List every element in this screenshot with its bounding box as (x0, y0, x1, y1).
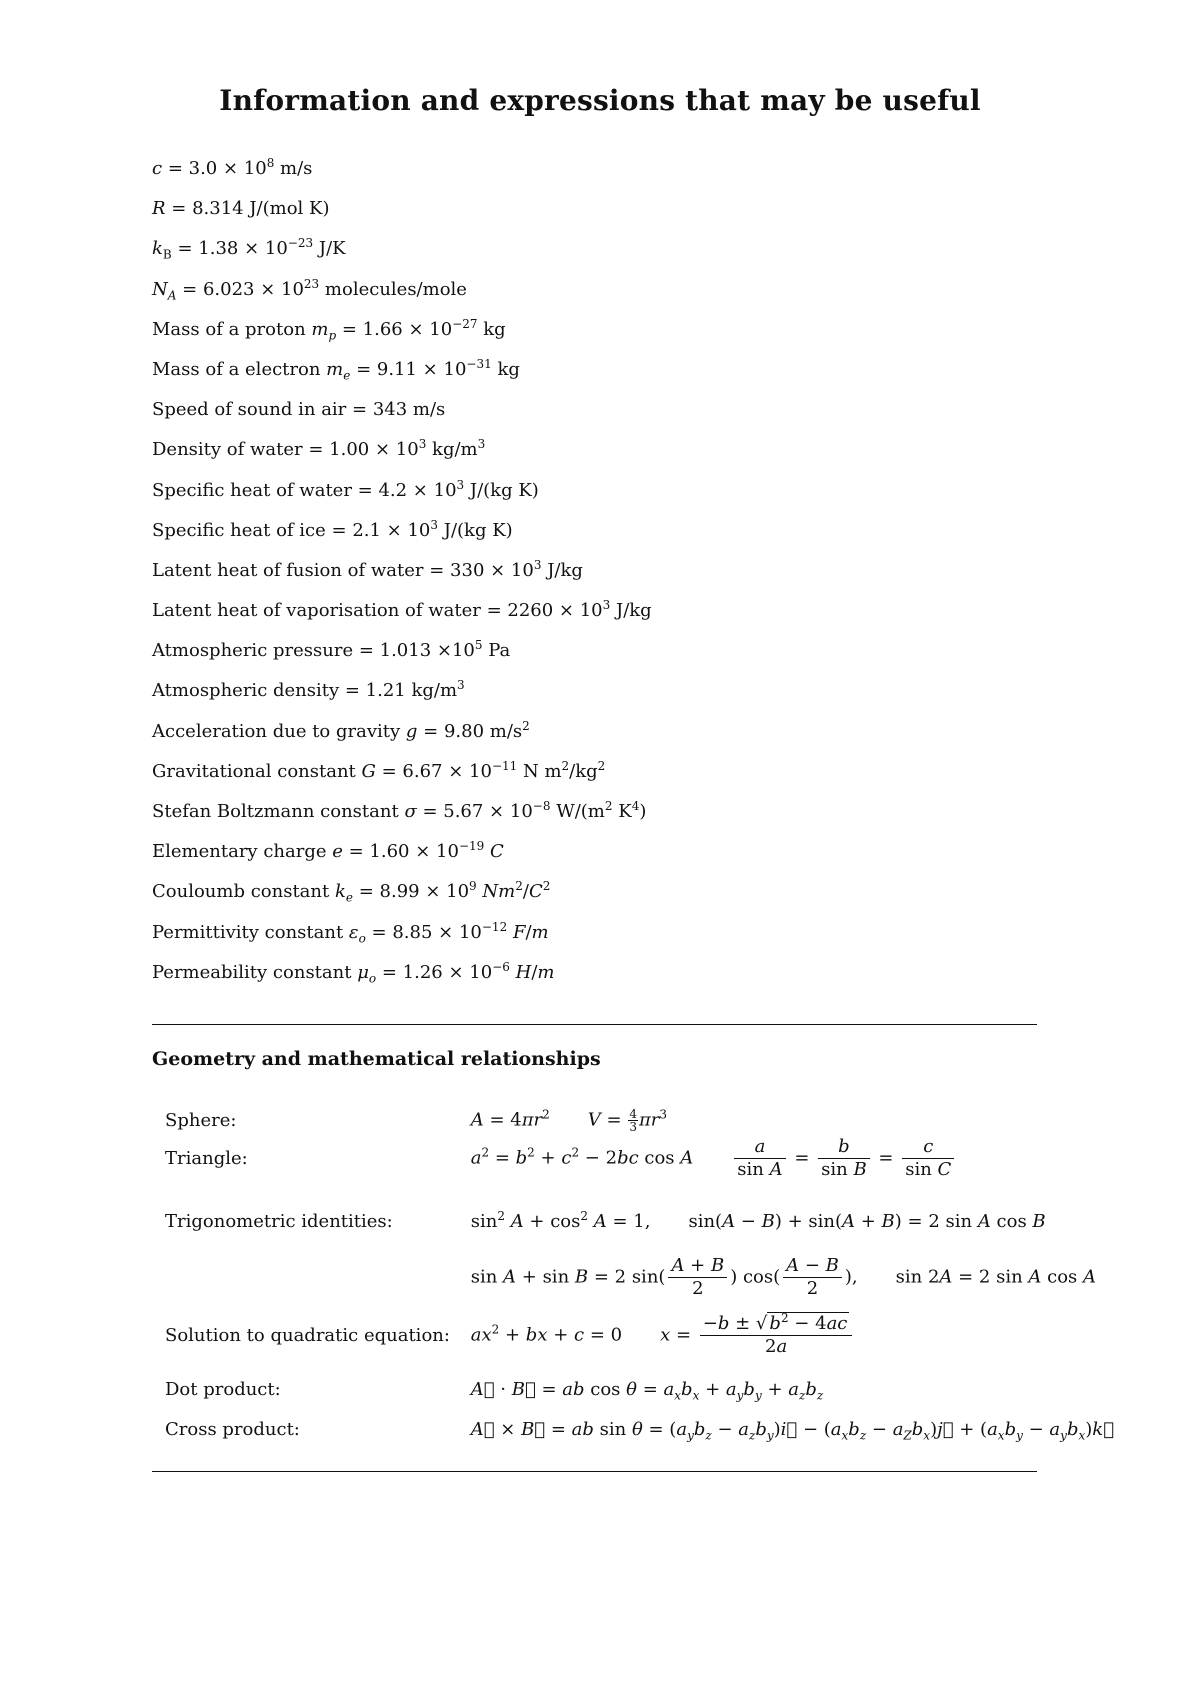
constant-boltzmann: $k_B = 1.38 \times 10^{-23}$ J/K (152, 236, 346, 262)
constant-gas-constant: R = 8.314 J/(mol K) (152, 198, 330, 220)
sphere-formulas: $A = 4\pi r^2$ V = $\frac{4}{3}$ $\pi r^3$ (470, 1107, 668, 1134)
constant-ice-specific-heat: Specific heat of ice = $2.1 \times 10^3$ J/(kg K) (152, 517, 513, 541)
cross-product-formula: A⃗ × B⃗ = ab $\sin \theta = (a_yb_z$ − $a_zb_y)i⃗ - (a_xb_z$ − $a_Zb_x)j⃗ + (a_xb_y$ − $a_yb_x)k⃗$ (470, 1418, 1114, 1443)
constant-speed-of-light: $c = 3.0 \times 10^8$ m/s (152, 156, 313, 179)
page-title: Information and expressions that may be useful (219, 84, 981, 117)
trig-label: Trigonometric identities: (165, 1210, 393, 1232)
constant-coulomb: Couloumb constant $k_e = 8.99 \times 10^9$ $Nm^2/C^2$ (152, 879, 551, 905)
formula-row-triangle (165, 1136, 957, 1181)
constant-water-density: Density of water = $1.00 \times 10^3$ $kg/m^3$ (152, 437, 486, 461)
formula-row-trig (165, 1210, 1046, 1232)
formula-row-trig-2 (165, 1255, 1096, 1300)
section-divider-top (152, 1024, 1037, 1025)
constant-gravity: Acceleration due to gravity g = 9.80 $m/s^2$ (152, 718, 530, 742)
formula-row-quadratic (165, 1313, 855, 1358)
constant-permeability: Permeability constant $\mu_o = 1.26 \times 10^{-6}$ H/m (152, 959, 555, 986)
trig-identities: $\sin^2 A + \cos^2 A = 1$, sin(A − B) + sin(A + B) = 2 sin A cos B (470, 1208, 1046, 1232)
dot-label: Dot product: (165, 1378, 281, 1400)
constant-elementary-charge: Elementary charge $e = 1.60 \times 10^{-19}$ C (152, 839, 504, 863)
sphere-label: Sphere: (165, 1110, 237, 1131)
constant-atmospheric-density: Atmospheric density = 1.21 $kg/m^3$ (152, 678, 465, 702)
constant-electron-mass: Mass of a electron $m_e = 9.11 \times 10^{-31}$ kg (152, 356, 520, 383)
formula-row-cross (165, 1418, 1114, 1443)
constant-speed-of-sound: Speed of sound in air = 343 m/s (152, 399, 446, 421)
constant-latent-vaporisation: Latent heat of vaporisation of water = $2260 \times 10^3$ J/kg (152, 598, 652, 622)
constant-atmospheric-pressure: Atmospheric pressure = $1.013 \times 10^5$ Pa (152, 638, 511, 662)
quadratic-formulas: $ax^2$ + bx + c = 0 x = $\frac{-b \pm √ b^2 - 4ac}{2a}$ (471, 1313, 856, 1358)
constants-list (152, 158, 652, 1002)
constant-latent-fusion: Latent heat of fusion of water = $330 \times 10^3$ J/kg (152, 557, 583, 581)
triangle-label: Triangle: (165, 1148, 248, 1169)
constant-water-specific-heat: Specific heat of water = $4.2 \times 10^3$ J/(kg K) (152, 477, 539, 501)
section-title: Geometry and mathematical relationships (152, 1048, 601, 1070)
dot-product-formula: A⃗ · B⃗ = ab $\cos \theta = a_xb_x + a_yb_y + a_zb_z$ (470, 1378, 824, 1403)
constant-gravitational: Gravitational constant $G = 6.67 \times 10^{-11}$ N $m^2/kg^2$ (152, 758, 606, 782)
quadratic-label: Solution to quadratic equation: (165, 1325, 450, 1346)
triangle-formulas: $a^2 = b^2 + c^2 - 2bc$ cos A $\frac{a}{\text{sin A}}$ = $\frac{b}{\text{sin B}}$ = $\frac{c}{\text{sin C}}$ (471, 1136, 958, 1181)
section-divider-bottom (152, 1471, 1037, 1472)
constant-stefan-boltzmann: Stefan Boltzmann constant $\sigma = 5.67 \times 10^{-8}$ $W/(m^2$ $K^4$) (152, 799, 647, 822)
constant-avogadro: $N_A = 6.023 \times 10^{23}$ molecules/mole (152, 276, 467, 303)
constant-permittivity: Permittivity constant $\varepsilon_o = 8.85 \times 10^{-12}$ F/m (152, 919, 549, 946)
constant-proton-mass: Mass of a proton $m_p = 1.66 \times 10^{-27}$ kg (152, 316, 506, 343)
cross-label: Cross product: (165, 1418, 300, 1440)
formula-row-sphere (165, 1108, 667, 1133)
formula-row-dot (165, 1378, 824, 1403)
trig-identities-2: sin A + sin B = 2 sin( $\frac{A + B}{2}$ ) cos( $\frac{A - B}{2}$ ), sin 2A = 2 sin A cos A (470, 1255, 1097, 1299)
